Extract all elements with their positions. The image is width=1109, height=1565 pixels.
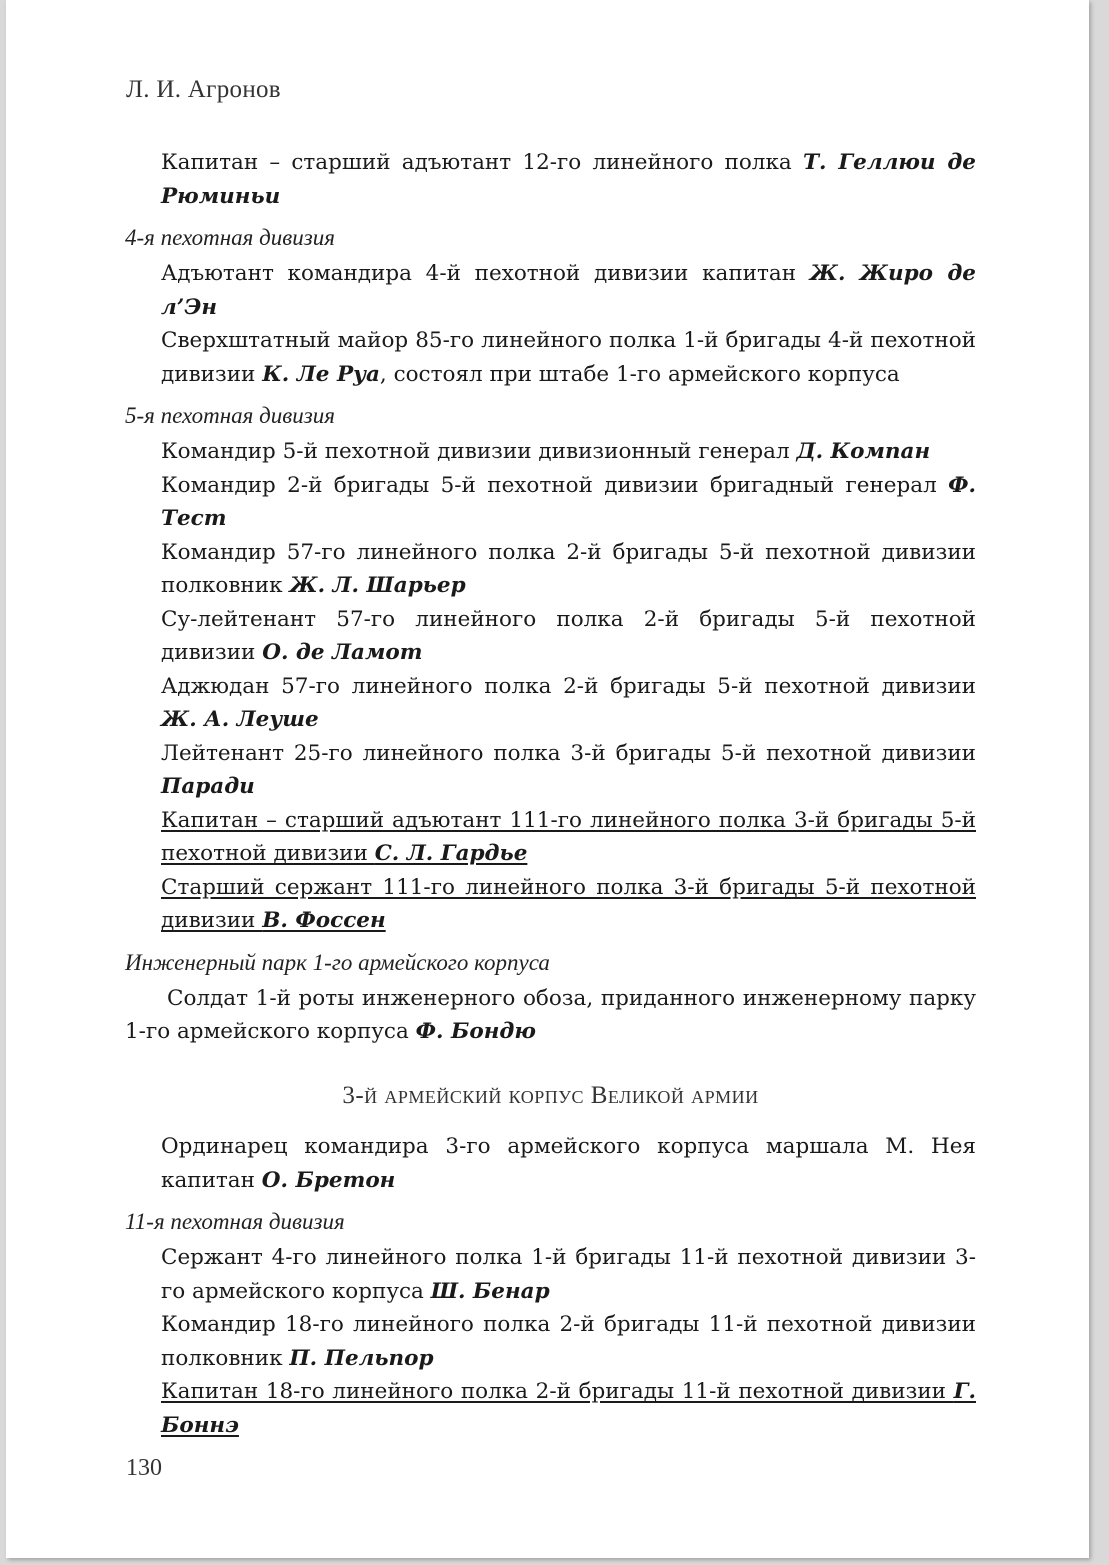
running-head: Л. И. Агронов: [126, 76, 281, 103]
page-number: 130: [126, 1455, 162, 1481]
list-item: Командир 2-й бригады 5-й пехотной дивизии бригадный генерал Ф. Тест: [161, 472, 976, 531]
list-item: Командир 5-й пехотной дивизии дивизионный генерал Д. Компан: [161, 439, 931, 464]
list-item: Сверхштатный майор 85-го линейного полка 1-й бригады 4-й пехотной дивизии К. Ле Руа, состоял при штабе 1-го армейского корпуса: [161, 328, 976, 387]
list-item: Капитан – старший адъютант 12-го линейного полка Т. Геллюи де Рюминьи: [161, 150, 976, 209]
list-item: Сержант 4-го линейного полка 1-й бригады 11-й пехотной дивизии 3-го армейского корпуса Ш. Бенар: [161, 1245, 976, 1304]
division-heading: 5-я пехотная дивизия: [125, 403, 335, 428]
division-heading: 4-я пехотная дивизия: [125, 225, 335, 250]
page-body: [125, 146, 976, 1442]
division-heading: 11-я пехотная дивизия: [125, 1209, 345, 1234]
list-item: Командир 18-го линейного полка 2-й бригады 11-й пехотной дивизии полковник П. Пельпор: [161, 1312, 976, 1371]
list-item: Солдат 1-й роты инженерного обоза, приданного инженерному парку 1-го армейского корпуса Ф. Бондю: [125, 985, 976, 1044]
list-item: Су-лейтенант 57-го линейного полка 2-й бригады 5-й пехотной дивизии О. де Ламот: [161, 606, 976, 665]
list-item: Аджюдан 57-го линейного полка 2-й бригады 5-й пехотной дивизии Ж. А. Леуше: [161, 673, 976, 732]
list-item: Командир 57-го линейного полка 2-й бригады 5-й пехотной дивизии полковник Ж. Л. Шарьер: [161, 539, 976, 598]
list-item: Старший сержант 111-го линейного полка 3-й бригады 5-й пехотной дивизии В. Фоссен: [161, 874, 976, 933]
list-item: Лейтенант 25-го линейного полка 3-й бригады 5-й пехотной дивизии Паради: [161, 740, 976, 799]
division-heading: Инженерный парк 1-го армейского корпуса: [125, 949, 550, 975]
section-title: 3-й армейский корпус Великой армии: [342, 1081, 759, 1109]
list-item: Адъютант командира 4-й пехотной дивизии капитан Ж. Жиро де л’Эн: [161, 261, 976, 320]
list-item: Капитан – старший адъютант 111-го линейного полка 3-й бригады 5-й пехотной дивизии С. Л. Гардье: [161, 807, 976, 866]
list-item: Ординарец командира 3-го армейского корпуса маршала М. Нея капитан О. Бретон: [161, 1134, 976, 1193]
list-item: Капитан 18-го линейного полка 2-й бригады 11-й пехотной дивизии Г. Боннэ: [161, 1379, 976, 1438]
book-page: [6, 0, 1089, 1558]
